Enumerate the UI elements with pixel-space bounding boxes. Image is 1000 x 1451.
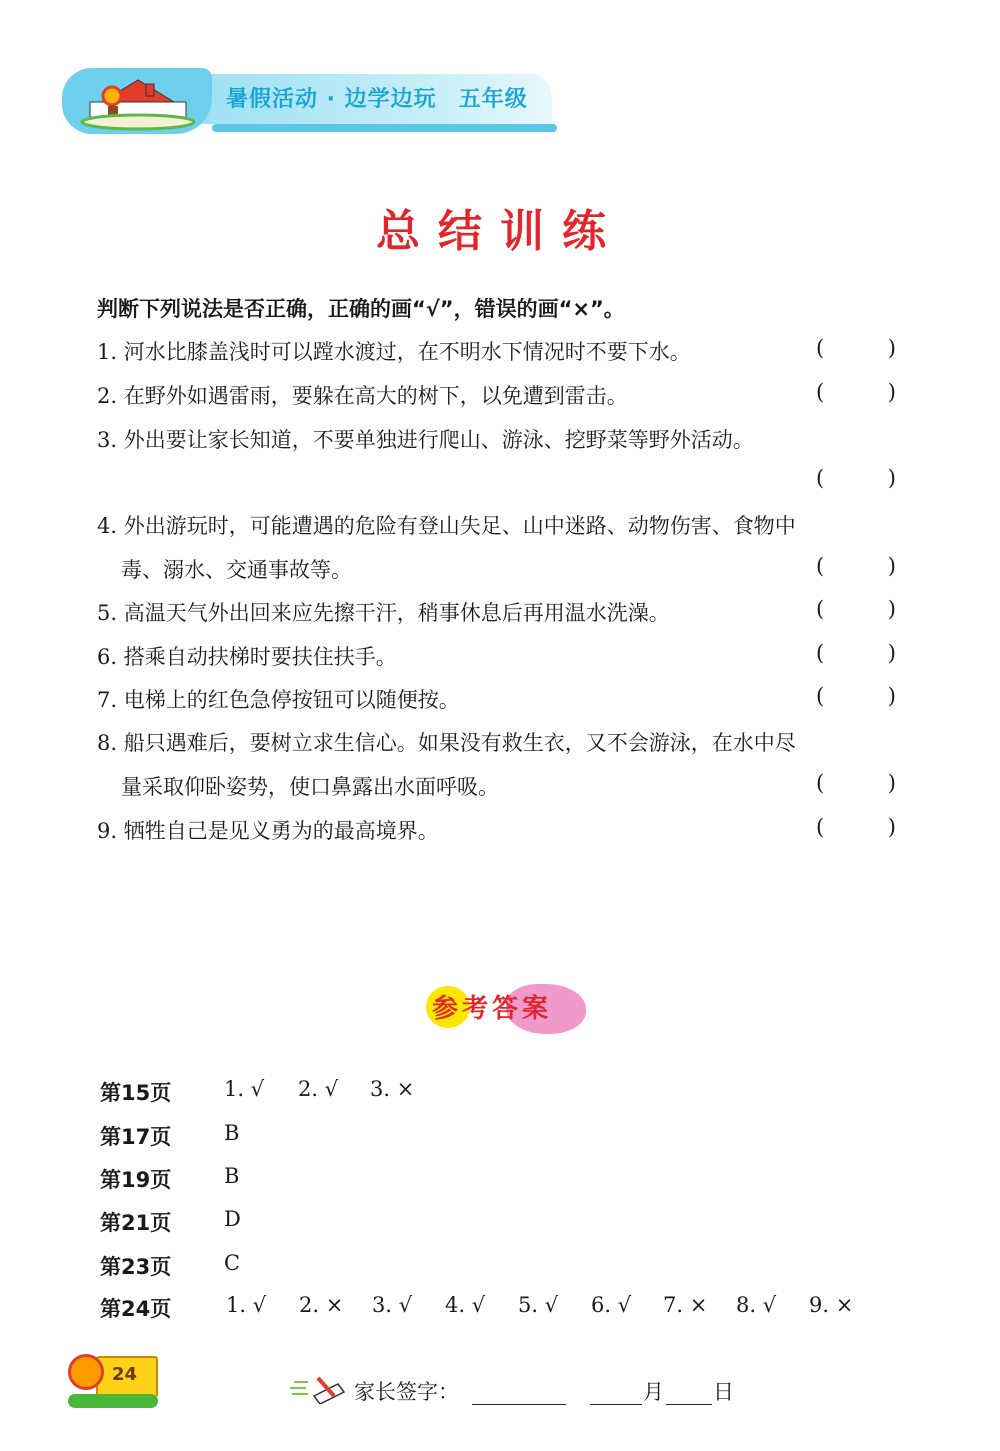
question-2-text: 2. 在野外如遇雷雨，要躲在高大的树下，以免遭到雷击。 (97, 384, 628, 408)
question-5-answer-blank[interactable]: ( ) (816, 597, 896, 621)
answer-item: 3. √ (372, 1293, 413, 1317)
sunflower-icon (68, 1354, 104, 1390)
question-9-answer-blank[interactable]: ( ) (816, 815, 896, 839)
house-illustration-icon (62, 68, 212, 134)
answer-page-label: 第19页 (100, 1168, 172, 1192)
question-1-text: 1. 河水比膝盖浅时可以蹚水渡过，在不明水下情况时不要下水。 (97, 340, 691, 364)
answer-item: 9. × (809, 1293, 854, 1317)
question-8-text-line-1: 8. 船只遇难后，要树立求生信心。如果没有救生衣，又不会游泳，在水中尽 (97, 731, 796, 755)
month-field[interactable] (590, 1404, 642, 1405)
answer-item: 4. √ (445, 1293, 486, 1317)
answer-page-label: 第21页 (100, 1211, 172, 1235)
answer-item: 2. √ (298, 1077, 339, 1101)
question-9-text: 9. 牺牲自己是见义勇为的最高境界。 (97, 819, 439, 843)
day-label: 日 (713, 1380, 734, 1404)
answers-heading: 参考答案 (424, 978, 594, 1038)
question-7-answer-blank[interactable]: ( ) (816, 684, 896, 708)
series-title: 暑假活动 · 边学边玩 (226, 87, 437, 112)
page-number: 24 (112, 1364, 138, 1385)
answer-item: 1. √ (226, 1293, 267, 1317)
signature-field[interactable] (472, 1404, 566, 1405)
question-4-answer-blank[interactable]: ( ) (816, 554, 896, 578)
question-6-text: 6. 搭乘自动扶梯时要扶住扶手。 (97, 645, 397, 669)
question-5-text: 5. 高温天气外出回来应先擦干汗，稍事休息后再用温水洗澡。 (97, 601, 670, 625)
answer-page-label: 第24页 (100, 1297, 172, 1321)
day-field[interactable] (666, 1404, 712, 1405)
question-8-answer-blank[interactable]: ( ) (816, 771, 896, 795)
answer-item: 5. √ (518, 1293, 559, 1317)
answer-item: D (224, 1207, 241, 1231)
question-7-text: 7. 电梯上的红色急停按钮可以随便按。 (97, 688, 460, 712)
answer-item: 3. × (370, 1077, 415, 1101)
answer-item: B (224, 1164, 240, 1188)
signature-label: 家长签字： (354, 1380, 459, 1404)
answer-page-label: 第23页 (100, 1255, 172, 1279)
answer-item: 6. √ (591, 1293, 632, 1317)
question-4-text-line-1: 4. 外出游玩时，可能遭遇的危险有登山失足、山中迷路、动物伤害、食物中 (97, 514, 796, 538)
question-6-answer-blank[interactable]: ( ) (816, 641, 896, 665)
page-title: 总结训练 (376, 206, 624, 257)
header-underline (212, 124, 557, 132)
month-label: 月 (643, 1380, 664, 1404)
question-8-text-line-2: 量采取仰卧姿势，使口鼻露出水面呼吸。 (121, 775, 499, 799)
grade-label: 五年级 (458, 87, 528, 112)
question-3-text: 3. 外出要让家长知道，不要单独进行爬山、游泳、挖野菜等野外活动。 (97, 428, 754, 452)
answer-item: 1. √ (224, 1077, 265, 1101)
header-banner (62, 68, 557, 138)
answer-item: 7. × (663, 1293, 708, 1317)
question-2-answer-blank[interactable]: ( ) (816, 380, 896, 404)
answer-item: B (224, 1121, 240, 1145)
answer-page-label: 第17页 (100, 1125, 172, 1149)
question-3-answer-blank[interactable]: ( ) (816, 466, 896, 490)
header-title (226, 82, 528, 113)
answer-page-label: 第15页 (100, 1081, 172, 1105)
answer-item: 2. × (299, 1293, 344, 1317)
grass-icon (68, 1394, 158, 1408)
page-number-badge (68, 1348, 158, 1410)
answer-item: 8. √ (736, 1293, 777, 1317)
question-4-text-line-2: 毒、溺水、交通事故等。 (121, 558, 352, 582)
instruction-text: 判断下列说法是否正确，正确的画“√”，错误的画“×”。 (97, 297, 625, 321)
question-1-answer-blank[interactable]: ( ) (816, 336, 896, 360)
pen-notebook-icon (288, 1374, 348, 1404)
parent-signature-area (288, 1372, 748, 1412)
answer-item: C (224, 1251, 241, 1275)
